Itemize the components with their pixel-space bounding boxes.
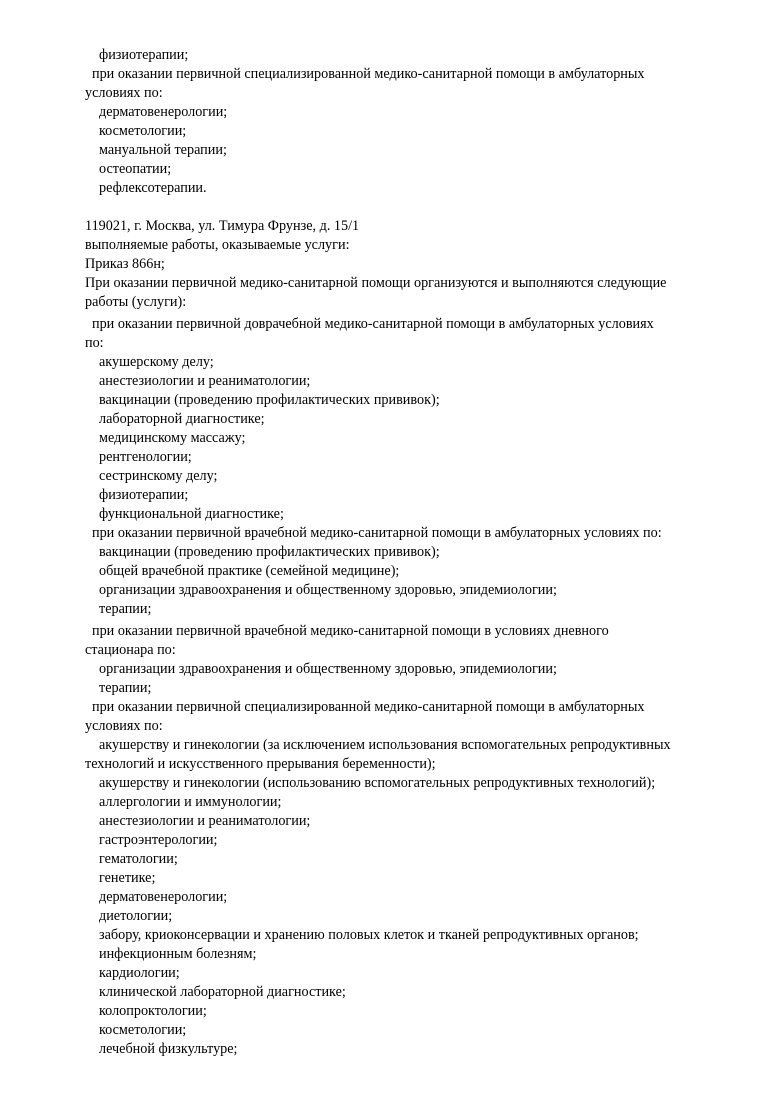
text-line: остеопатии; xyxy=(99,161,172,177)
text-line: акушерскому делу; xyxy=(99,354,214,370)
text-line: дерматовенерологии; xyxy=(99,104,228,120)
text-line: вакцинации (проведению профилактических прививок); xyxy=(99,544,440,560)
text-line: при оказании первичной врачебной медико-санитарной помощи в условиях дневного xyxy=(92,623,609,639)
text-line: косметологии; xyxy=(99,1022,187,1038)
text-line: терапии; xyxy=(99,680,152,696)
text-line: кардиологии; xyxy=(99,965,180,981)
text-line: инфекционным болезням; xyxy=(99,946,257,962)
text-line: генетике; xyxy=(99,870,156,886)
text-line: при оказании первичной специализированной медико-санитарной помощи в амбулаторных xyxy=(92,699,645,715)
text-line: технологий и искусственного прерывания беременности); xyxy=(85,756,436,772)
text-line: организации здравоохранения и общественному здоровью, эпидемиологии; xyxy=(99,582,557,598)
text-line: анестезиологии и реаниматологии; xyxy=(99,813,311,829)
text-line: клинической лабораторной диагностике; xyxy=(99,984,346,1000)
text-line: выполняемые работы, оказываемые услуги: xyxy=(85,237,350,253)
text-line: функциональной диагностике; xyxy=(99,506,284,522)
text-line: физиотерапии; xyxy=(99,47,189,63)
text-line: медицинскому массажу; xyxy=(99,430,246,446)
text-line: косметологии; xyxy=(99,123,187,139)
text-line: При оказании первичной медико-санитарной помощи организуются и выполняются следующие xyxy=(85,275,667,291)
text-line: условиях по: xyxy=(85,85,163,101)
text-line: Приказ 866н; xyxy=(85,256,165,272)
text-line: общей врачебной практике (семейной медицине); xyxy=(99,563,400,579)
address-line: 119021, г. Москва, ул. Тимура Фрунзе, д. 15/1 xyxy=(85,218,360,234)
text-line: акушерству и гинекологии (за исключением использования вспомогательных репродуктивных xyxy=(99,737,671,753)
text-line: при оказании первичной доврачебной медико-санитарной помощи в амбулаторных условиях xyxy=(92,316,654,332)
text-line: организации здравоохранения и общественному здоровью, эпидемиологии; xyxy=(99,661,557,677)
text-line: аллергологии и иммунологии; xyxy=(99,794,282,810)
text-line: сестринскому делу; xyxy=(99,468,218,484)
text-line: лабораторной диагностике; xyxy=(99,411,265,427)
text-line: терапии; xyxy=(99,601,152,617)
text-line: вакцинации (проведению профилактических прививок); xyxy=(99,392,440,408)
text-line: физиотерапии; xyxy=(99,487,189,503)
text-line: колопроктологии; xyxy=(99,1003,207,1019)
text-line: условиях по: xyxy=(85,718,163,734)
text-line: гематологии; xyxy=(99,851,178,867)
text-line: акушерству и гинекологии (использованию вспомогательных репродуктивных технологий); xyxy=(99,775,656,791)
text-line: рентгенологии; xyxy=(99,449,192,465)
text-line: мануальной терапии; xyxy=(99,142,227,158)
text-line: при оказании первичной врачебной медико-санитарной помощи в амбулаторных условиях по: xyxy=(92,525,662,541)
text-line: лечебной физкультуре; xyxy=(99,1041,238,1057)
text-line: дерматовенерологии; xyxy=(99,889,228,905)
text-line: при оказании первичной специализированной медико-санитарной помощи в амбулаторных xyxy=(92,66,645,82)
text-line: анестезиологии и реаниматологии; xyxy=(99,373,311,389)
text-line: стационара по: xyxy=(85,642,176,658)
text-line: гастроэнтерологии; xyxy=(99,832,218,848)
text-line: забору, криоконсервации и хранению половых клеток и тканей репродуктивных органов; xyxy=(99,927,639,943)
text-line: работы (услуги): xyxy=(85,294,187,310)
text-line: по: xyxy=(85,335,104,351)
text-line: рефлексотерапии. xyxy=(99,180,207,196)
text-line: диетологии; xyxy=(99,908,173,924)
